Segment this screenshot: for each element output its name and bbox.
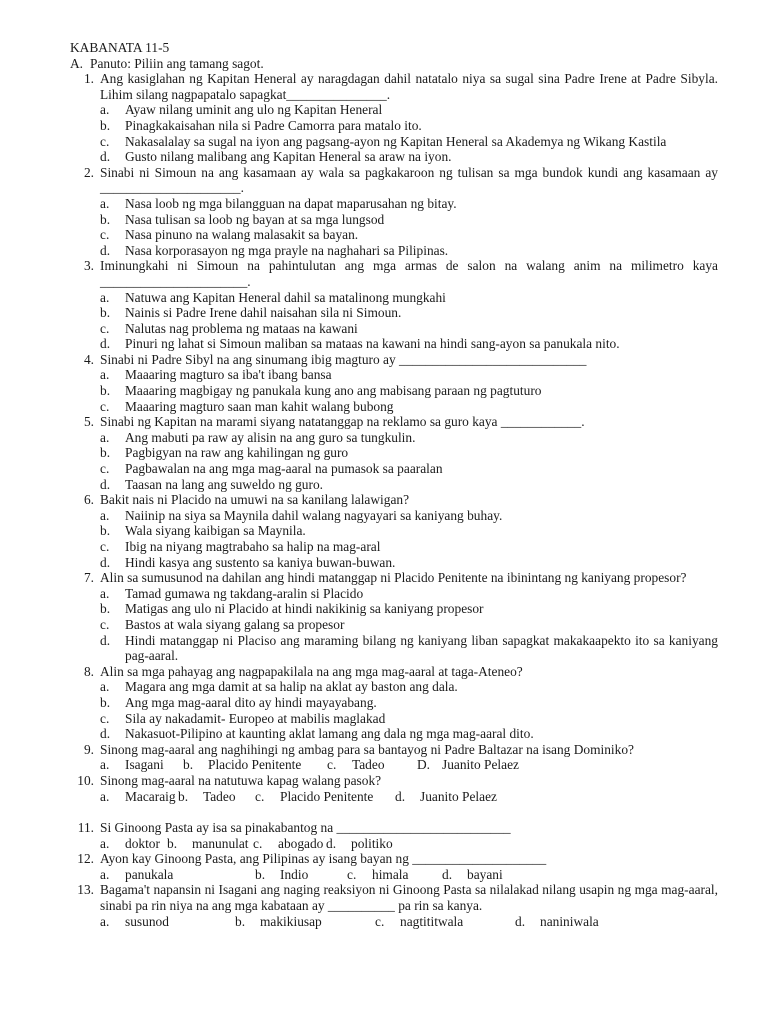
choice-option <box>70 711 718 727</box>
question-text: Sinabi ng Kapitan na marami siyang natatanggap na reklamo sa guro kaya ____________. <box>100 414 585 430</box>
choice-option <box>70 212 718 228</box>
choice-letter: a. <box>100 913 110 929</box>
question-row <box>70 258 718 289</box>
choice-list <box>70 586 718 664</box>
question-number: 6. <box>83 492 94 508</box>
question-row <box>70 882 718 913</box>
choice-text: manunulat <box>192 835 249 851</box>
question-row <box>70 820 718 836</box>
choice-text: doktor <box>125 835 160 851</box>
choice-list <box>70 367 718 414</box>
choice-option <box>515 914 635 930</box>
choice-text: Nakasuot-Pilipino at kaunting aklat lamang ang dala ng mga mag-aaral dito. <box>125 726 534 742</box>
choice-letter: b. <box>100 694 111 710</box>
choice-text: Pagbigyan na raw ang kahilingan ng guro <box>125 445 349 461</box>
choice-text: Matigas ang ulo ni Placido at hindi nakikinig sa kaniyang propesor <box>125 601 484 617</box>
choice-option <box>70 321 718 337</box>
choice-text: Magara ang mga damit at sa halip na aklat ay baston ang dala. <box>125 679 458 695</box>
section-label: Panuto: Piliin ang tamang sagot. <box>90 55 264 71</box>
choice-letter: a. <box>100 195 110 211</box>
choice-letter: a. <box>100 679 110 695</box>
choice-option <box>255 789 395 805</box>
choice-option <box>100 789 178 805</box>
question-text: Alin sa mga pahayag ang nagpapakilala na ang mga mag-aaral at taga-Ateneo? <box>100 663 523 679</box>
choice-option <box>70 367 718 383</box>
choice-option <box>327 757 417 773</box>
question-row <box>70 71 718 102</box>
choice-text: Nakasalalay sa sugal na iyon ang pagsang-ayon ng Kapitan Heneral sa Akademya ng Wikang Kastila <box>125 133 667 149</box>
question-item <box>70 742 718 773</box>
choice-text: makikiusap <box>260 913 322 929</box>
choice-option <box>375 914 515 930</box>
choice-option <box>70 336 718 352</box>
choice-letter: b. <box>100 523 111 539</box>
choice-letter: c. <box>100 320 110 336</box>
choice-text: Gusto nilang malibang ang Kapitan Heneral sa araw na iyon. <box>125 149 452 165</box>
question-item <box>70 820 718 851</box>
choice-option <box>70 243 718 259</box>
inline-choice-list <box>70 789 718 805</box>
question-number: 10. <box>77 772 94 788</box>
question-number: 2. <box>83 164 94 180</box>
question-item <box>70 258 718 352</box>
choice-option <box>70 399 718 415</box>
choice-letter: c. <box>327 757 337 773</box>
choice-text: Pagbawalan na ang mga mag-aaral na pumasok sa paaralan <box>125 461 443 477</box>
question-text: Sinong mag-aaral ang naghihingi ng ambag para sa bantayog ni Padre Baltazar na isang Dominiko? <box>100 741 634 757</box>
question-item <box>70 492 718 570</box>
choice-letter: d. <box>515 913 526 929</box>
choice-letter: a. <box>100 835 110 851</box>
question-text: Alin sa sumusunod na dahilan ang hindi matanggap ni Placido Penitente na ibinintang ng kaniyang propesor? <box>100 570 687 586</box>
choice-list <box>70 290 718 352</box>
choice-text: Wala siyang kaibigan sa Maynila. <box>125 523 306 539</box>
choice-list <box>70 508 718 570</box>
choice-option <box>395 789 535 805</box>
question-item <box>70 570 718 664</box>
choice-letter: c. <box>100 133 110 149</box>
choice-option <box>70 445 718 461</box>
choice-text: Macaraig <box>125 788 176 804</box>
choice-letter: d. <box>100 336 111 352</box>
question-number: 7. <box>83 570 94 586</box>
choice-letter: b. <box>183 757 194 773</box>
question-item <box>70 882 718 929</box>
question-row <box>70 165 718 196</box>
question-text: Sinong mag-aaral na natutuwa kapag walang pasok? <box>100 772 382 788</box>
choice-letter: b. <box>178 788 189 804</box>
question-row <box>70 352 718 368</box>
choice-letter: a. <box>100 367 110 383</box>
choice-letter: b. <box>100 445 111 461</box>
choice-text: Nainis si Padre Irene dahil naisahan sila ni Simoun. <box>125 305 402 321</box>
choice-option <box>70 134 718 150</box>
choice-letter: b. <box>167 835 178 851</box>
question-text: Iminungkahi ni Simoun na pahintulutan ang mga armas de salon na walang anim na milimetro kaya ______________________. <box>100 258 718 289</box>
choice-letter: b. <box>100 601 111 617</box>
choice-option <box>183 757 327 773</box>
question-row <box>70 664 718 680</box>
choice-letter: c. <box>100 398 110 414</box>
choice-letter: b. <box>100 211 111 227</box>
choice-option <box>70 118 718 134</box>
question-text: Bakit nais ni Placido na umuwi na sa kanilang lalawigan? <box>100 492 410 508</box>
choice-option <box>442 867 532 883</box>
choice-letter: c. <box>100 710 110 726</box>
chapter-header: KABANATA 11-5 <box>70 40 170 55</box>
spacer <box>70 804 718 820</box>
choice-text: Nasa korporasayon ng mga prayle na naghahari sa Pilipinas. <box>125 242 449 258</box>
choice-text: himala <box>372 866 409 882</box>
choice-letter: d. <box>100 726 111 742</box>
question-number: 12. <box>77 851 94 867</box>
choice-letter: b. <box>255 866 266 882</box>
choice-letter: c. <box>255 788 265 804</box>
choice-letter: a. <box>100 429 110 445</box>
choice-text: Indio <box>280 866 309 882</box>
choice-letter: b. <box>100 305 111 321</box>
choice-text: Pinuri ng lahat si Simoun maliban sa mataas na kawani na hindi sang-ayon sa panukala nito. <box>125 336 620 352</box>
section-instructions <box>70 56 718 72</box>
choice-text: Sila ay nakadamit- Europeo at mabilis maglakad <box>125 710 386 726</box>
inline-choice-list <box>70 757 718 773</box>
choice-option <box>70 430 718 446</box>
choice-option <box>100 836 167 852</box>
choice-text: Nasa loob ng mga bilangguan na dapat maparusahan ng bitay. <box>125 195 457 211</box>
question-row <box>70 851 718 867</box>
choice-letter: a. <box>100 788 110 804</box>
question-row <box>70 773 718 789</box>
choice-text: Taasan na lang ang suweldo ng guro. <box>125 476 324 492</box>
inline-choice-list <box>70 914 718 930</box>
choice-option <box>235 914 375 930</box>
choice-option <box>70 477 718 493</box>
choice-text: Nalutas nag problema ng mataas na kawani <box>125 320 358 336</box>
choice-letter: d. <box>395 788 406 804</box>
choice-letter: b. <box>100 383 111 399</box>
choice-option <box>255 867 347 883</box>
choice-text: Maaaring magturo saan man kahit walang bubong <box>125 398 394 414</box>
choice-text: Juanito Pelaez <box>442 757 519 773</box>
question-item <box>70 664 718 742</box>
choice-option <box>70 290 718 306</box>
choice-letter: b. <box>100 117 111 133</box>
choice-letter: c. <box>253 835 263 851</box>
choice-letter: a. <box>100 102 110 118</box>
choice-text: Tamad gumawa ng takdang-aralin si Placido <box>125 585 364 601</box>
choice-text: Isagani <box>125 757 164 773</box>
choice-text: Maaaring magbigay ng panukala kung ano ang mabisang paraan ng pagtuturo <box>125 383 542 399</box>
question-number: 1. <box>83 71 94 87</box>
choice-option <box>70 227 718 243</box>
choice-text: panukala <box>125 866 174 882</box>
choice-text: susunod <box>125 913 169 929</box>
choice-text: nagtititwala <box>400 913 464 929</box>
choice-text: Hindi kasya ang sustento sa kaniya buwan-buwan. <box>125 554 396 570</box>
choice-letter: a. <box>100 289 110 305</box>
choice-option <box>70 679 718 695</box>
choice-option <box>70 383 718 399</box>
question-text: Sinabi ni Padre Sibyl na ang sinumang ibig magturo ay ____________________________ <box>100 351 587 367</box>
choice-text: Maaaring magturo sa iba't ibang bansa <box>125 367 332 383</box>
question-list <box>70 71 718 929</box>
choice-option <box>100 867 255 883</box>
choice-text: Ang mga mag-aaral dito ay hindi mayayabang. <box>125 694 377 710</box>
question-row <box>70 492 718 508</box>
choice-option <box>70 695 718 711</box>
question-item <box>70 71 718 165</box>
choice-letter: a. <box>100 757 110 773</box>
choice-letter: b. <box>235 913 246 929</box>
choice-option <box>70 601 718 617</box>
choice-option <box>70 586 718 602</box>
choice-option <box>70 523 718 539</box>
choice-letter: d. <box>100 476 111 492</box>
choice-option <box>100 914 235 930</box>
choice-list <box>70 196 718 258</box>
choice-list <box>70 679 718 741</box>
question-item <box>70 414 718 492</box>
question-text: Ayon kay Ginoong Pasta, ang Pilipinas ay isang bayan ng ____________________ <box>100 851 547 867</box>
question-number: 3. <box>83 258 94 274</box>
question-item <box>70 165 718 259</box>
choice-text: abogado <box>278 835 324 851</box>
choice-text: Tadeo <box>352 757 385 773</box>
choice-letter: a. <box>100 507 110 523</box>
question-item <box>70 352 718 414</box>
choice-option <box>70 633 718 664</box>
choice-text: Naiinip na siya sa Maynila dahil walang nagyayari sa kaniyang buhay. <box>125 507 503 523</box>
question-number: 8. <box>83 663 94 679</box>
choice-letter: d. <box>326 835 337 851</box>
choice-option <box>70 102 718 118</box>
choice-letter: c. <box>100 461 110 477</box>
question-number: 5. <box>83 414 94 430</box>
choice-option <box>100 757 183 773</box>
inline-choice-list <box>70 867 718 883</box>
choice-text: Pinagkakaisahan nila si Padre Camorra para matalo ito. <box>125 117 422 133</box>
choice-letter: d. <box>100 149 111 165</box>
choice-text: bayani <box>467 866 503 882</box>
choice-option <box>70 539 718 555</box>
choice-letter: d. <box>100 554 111 570</box>
question-item <box>70 773 718 804</box>
choice-text: Hindi matanggap ni Placiso ang maraming bilang ng kaniyang liban sapagkat makakaapekto ito sa kaniyang pag-aaral. <box>125 632 718 664</box>
choice-option <box>70 617 718 633</box>
choice-letter: c. <box>100 227 110 243</box>
question-number: 9. <box>83 741 94 757</box>
choice-text: Placido Penitente <box>208 757 302 773</box>
choice-letter: c. <box>100 616 110 632</box>
choice-option <box>326 836 416 852</box>
choice-option <box>70 555 718 571</box>
choice-text: Nasa pinuno na walang malasakit sa bayan. <box>125 227 359 243</box>
choice-text: naniniwala <box>540 913 599 929</box>
choice-option <box>167 836 253 852</box>
choice-text: Placido Penitente <box>280 788 374 804</box>
choice-text: Nasa tulisan sa loob ng bayan at sa mga lungsod <box>125 211 385 227</box>
choice-option <box>70 508 718 524</box>
inline-choice-list <box>70 836 718 852</box>
choice-option <box>70 305 718 321</box>
choice-letter: c. <box>100 539 110 554</box>
choice-text: Tadeo <box>203 788 236 804</box>
choice-option <box>70 726 718 742</box>
question-row <box>70 570 718 586</box>
question-row <box>70 742 718 758</box>
choice-letter: a. <box>100 585 110 601</box>
choice-option <box>178 789 255 805</box>
choice-text: Ang mabuti pa raw ay alisin na ang guro sa tungkulin. <box>125 429 416 445</box>
choice-letter: c. <box>347 866 357 882</box>
choice-letter: a. <box>100 866 110 882</box>
question-text: Si Ginoong Pasta ay isa sa pinakabantog na __________________________ <box>100 820 511 836</box>
choice-text: Natuwa ang Kapitan Heneral dahil sa matalinong mungkahi <box>125 289 446 305</box>
choice-text: Bastos at wala siyang galang sa propesor <box>125 616 345 632</box>
question-item <box>70 851 718 882</box>
choice-option <box>70 461 718 477</box>
choice-letter: D. <box>417 757 431 773</box>
choice-list <box>70 430 718 492</box>
choice-option <box>70 149 718 165</box>
choice-option <box>417 757 557 773</box>
choice-letter: d. <box>100 242 111 258</box>
section-letter: A. <box>70 55 84 71</box>
choice-list <box>70 102 718 164</box>
question-number: 13. <box>77 882 94 898</box>
choice-option <box>253 836 326 852</box>
choice-text: Ibig na niyang magtrabaho sa halip na mag-aral <box>125 539 381 554</box>
choice-text: politiko <box>351 835 393 851</box>
choice-option <box>70 196 718 212</box>
question-row <box>70 414 718 430</box>
question-number: 11. <box>77 820 94 836</box>
choice-text: Ayaw nilang uminit ang ulo ng Kapitan Heneral <box>125 102 383 118</box>
choice-option <box>347 867 442 883</box>
question-text: Ang kasiglahan ng Kapitan Heneral ay naragdagan dahil natatalo niya sa sugal sina Padre Irene at Padre Sibyla. Lihim silang nagpapatalo sapagkat_______________. <box>100 71 718 102</box>
choice-letter: d. <box>100 632 111 648</box>
choice-text: Juanito Pelaez <box>420 788 497 804</box>
choice-letter: d. <box>442 866 453 882</box>
choice-letter: c. <box>375 913 385 929</box>
question-number: 4. <box>83 351 94 367</box>
question-text: Sinabi ni Simoun na ang kasamaan ay wala sa pagkakaroon ng tulisan sa mga bundok kundi ang kasamaan ay _____________________. <box>100 164 718 196</box>
question-text: Bagama't napansin ni Isagani ang naging reaksiyon ni Ginoong Pasta sa nilalakad nilang usapin ng mga mag-aaral, sinabi pa rin niya na ang mga kabataan ay __________ pa rin sa kanya. <box>100 882 718 914</box>
